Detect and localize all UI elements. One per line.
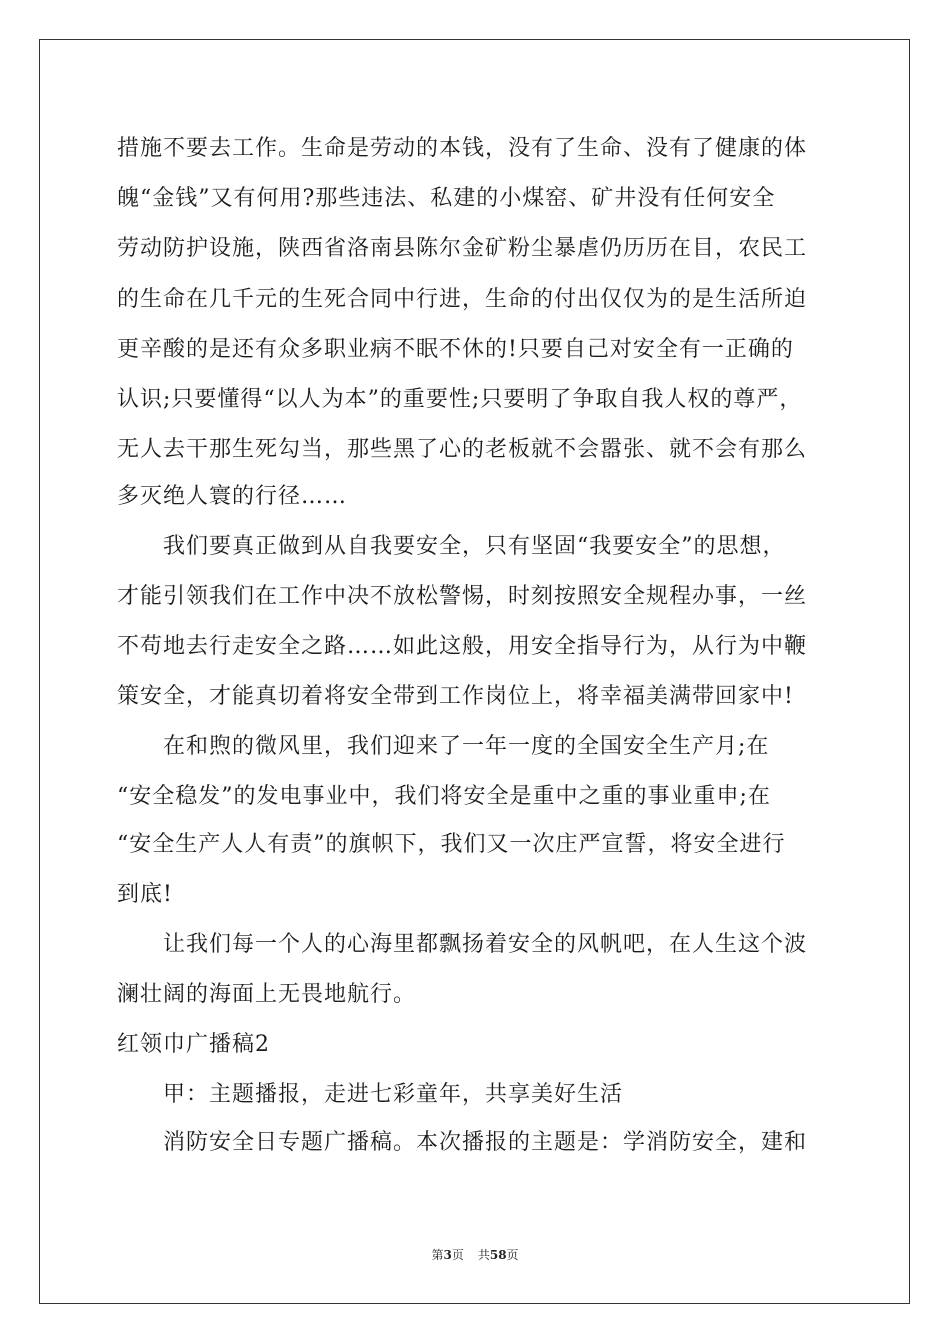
page-footer xyxy=(0,1247,950,1263)
page-number: 3 xyxy=(443,1248,452,1262)
text-line: “安全稳发”的发电事业中，我们将安全是重中之重的事业重申;在 xyxy=(117,784,771,809)
text-line: 消防安全日专题广播稿。本次播报的主题是：学消防安全，建和 xyxy=(117,1130,808,1155)
text-line: 的生命在几千元的生死合同中行进，生命的付出仅仅为的是生活所迫 xyxy=(117,287,808,312)
text-line: 魄“金钱”又有何用?那些违法、私建的小煤窑、矿井没有任何安全 xyxy=(117,186,776,211)
total-pages: 58 xyxy=(489,1248,507,1262)
text-line: 我们要真正做到从自我要安全，只有坚固“我要安全”的思想， xyxy=(117,534,786,559)
text-line: 不苟地去行走安全之路……如此这般，用安全指导行为，从行为中鞭 xyxy=(117,634,808,659)
page-prefix: 第 xyxy=(431,1248,444,1262)
page-frame xyxy=(39,39,910,1304)
text-line: 策安全，才能真切着将安全带到工作岗位上，将幸福美满带回家中! xyxy=(117,684,794,709)
text-line: 才能引领我们在工作中决不放松警惕，时刻按照安全规程办事，一丝 xyxy=(117,584,808,609)
text-line: 认识;只要懂得“以人为本”的重要性;只要明了争取自我人权的尊严， xyxy=(117,387,803,412)
total-suffix: 页 xyxy=(506,1248,519,1262)
text-line: 澜壮阔的海面上无畏地航行。 xyxy=(117,982,417,1007)
text-line: 劳动防护设施，陕西省洛南县陈尔金矿粉尘暴虐仍历历在目，农民工 xyxy=(117,236,808,261)
text-line: 更辛酸的是还有众多职业病不眠不休的!只要自己对安全有一正确的 xyxy=(117,337,794,362)
text-line: 措施不要去工作。生命是劳动的本钱，没有了生命、没有了健康的体 xyxy=(117,136,808,161)
section-heading: 红领巾广播稿2 xyxy=(117,1032,270,1057)
text-line: 到底! xyxy=(117,882,173,907)
page-suffix: 页 xyxy=(451,1248,464,1262)
text-line: 在和煦的微风里，我们迎来了一年一度的全国安全生产月;在 xyxy=(117,734,770,759)
total-prefix: 共 xyxy=(477,1248,490,1262)
text-line: “安全生产人人有责”的旗帜下，我们又一次庄严宣誓，将安全进行 xyxy=(117,832,786,857)
text-line: 甲：主题播报，走进七彩童年，共享美好生活 xyxy=(117,1082,624,1107)
text-line: 让我们每一个人的心海里都飘扬着安全的风帆吧，在人生这个波 xyxy=(117,932,808,957)
text-line: 多灭绝人寰的行径…… xyxy=(117,484,348,509)
text-line: 无人去干那生死勾当，那些黑了心的老板就不会嚣张、就不会有那么 xyxy=(117,437,808,462)
